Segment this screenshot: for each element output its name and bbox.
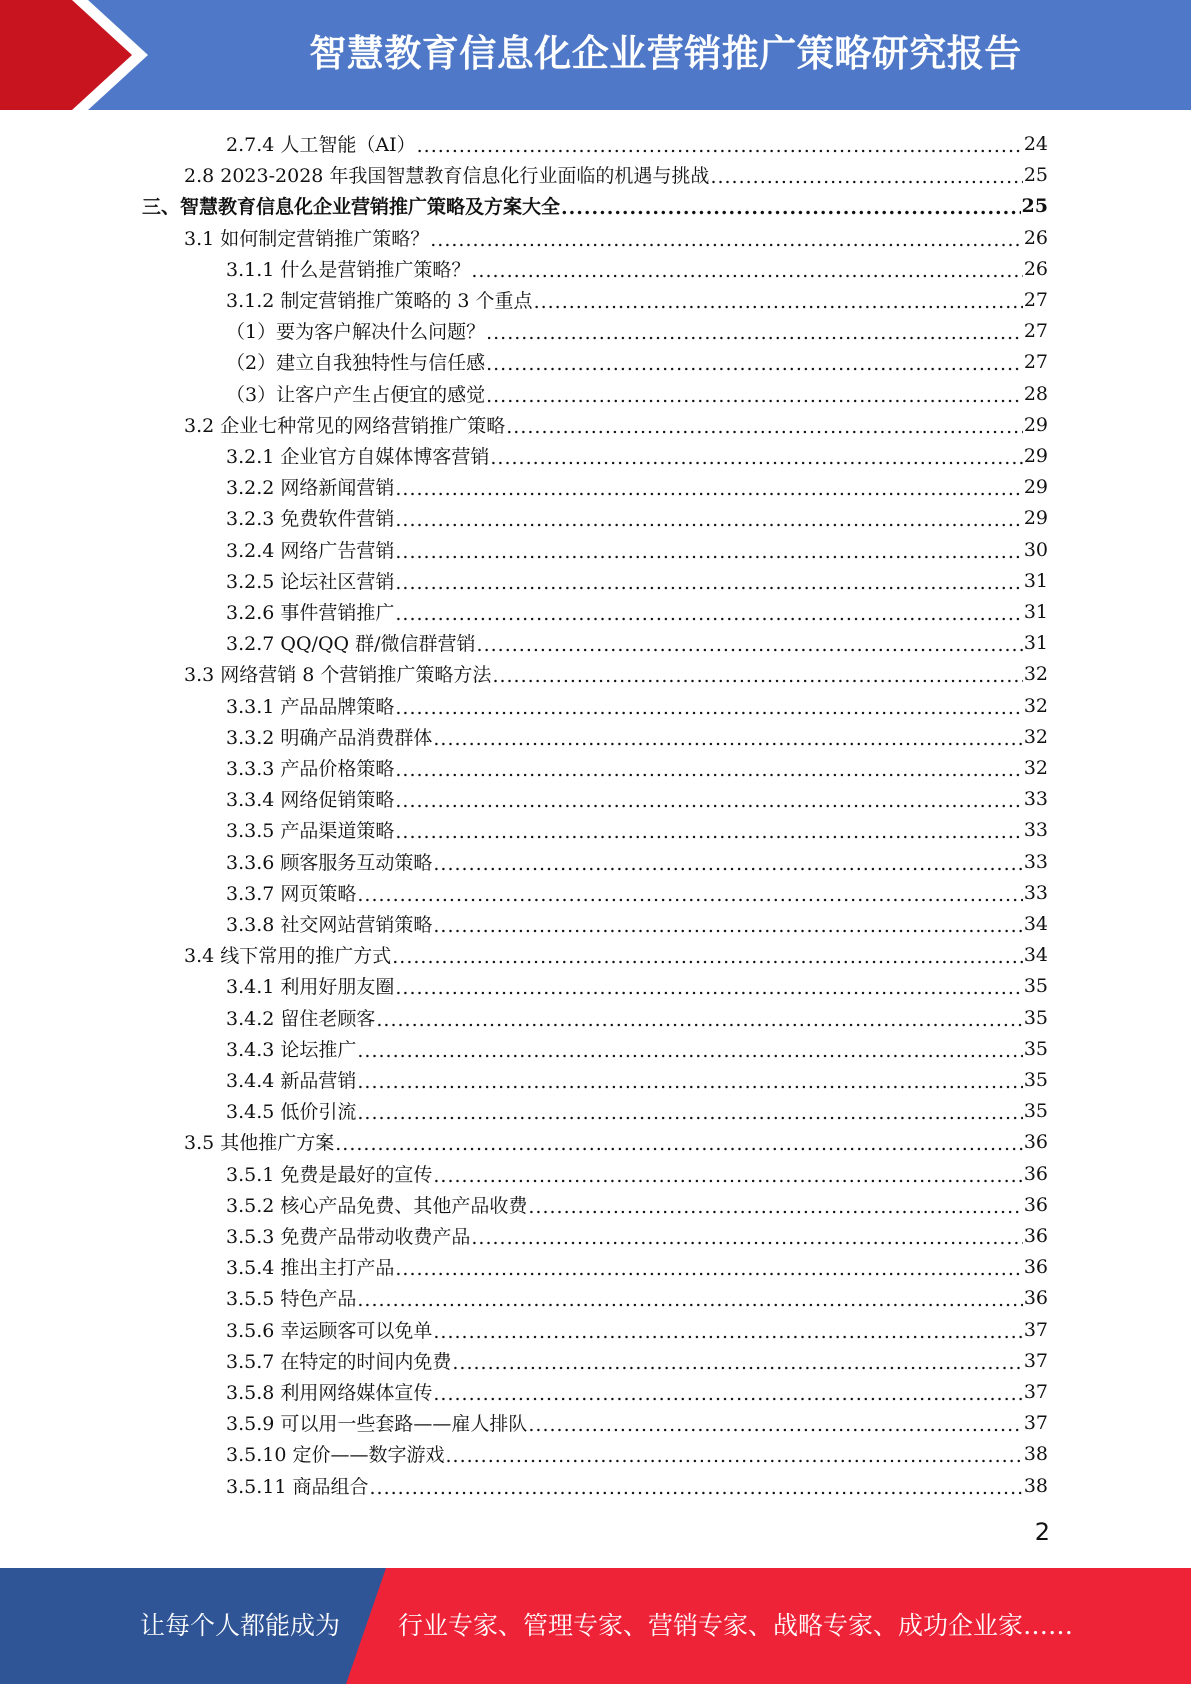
toc-dot-leader <box>395 502 1022 533</box>
toc-entry-title: 3.4.3 论坛推广 <box>226 1039 357 1061</box>
toc-entry[interactable] <box>226 440 1048 471</box>
toc-dot-leader <box>528 1189 1022 1220</box>
toc-entry-title: 3.2.3 免费软件营销 <box>226 508 395 530</box>
toc-entry[interactable] <box>226 1314 1048 1345</box>
toc-dot-leader <box>486 378 1023 409</box>
toc-entry[interactable] <box>226 1095 1048 1126</box>
toc-entry-page: 34 <box>1023 912 1048 935</box>
toc-entry-title: 3.1.2 制定营销推广策略的 3 个重点 <box>226 290 533 312</box>
toc-dot-leader <box>477 627 1023 658</box>
toc-entry-page: 32 <box>1023 725 1048 748</box>
toc-entry[interactable] <box>226 565 1048 596</box>
toc-entry-title: 3.4.4 新品营销 <box>226 1070 357 1092</box>
toc-entry[interactable] <box>226 1033 1048 1064</box>
toc-entry-title: 三、智慧教育信息化企业营销推广策略及方案大全 <box>142 196 561 218</box>
toc-entry-title: 3.3.6 顾客服务互动策略 <box>226 852 433 874</box>
toc-dot-leader <box>490 440 1022 471</box>
toc-entry-page: 25 <box>1023 163 1048 186</box>
page-number: 2 <box>1034 1518 1050 1546</box>
toc-entry-page: 35 <box>1023 1006 1048 1029</box>
toc-entry[interactable] <box>226 690 1048 721</box>
toc-entry[interactable] <box>226 596 1048 627</box>
toc-entry-page: 29 <box>1023 444 1048 467</box>
toc-entry[interactable] <box>226 627 1048 658</box>
toc-dot-leader <box>335 1126 1023 1157</box>
toc-dot-leader <box>433 1376 1022 1407</box>
header-arrow-icon <box>0 0 160 110</box>
toc-entry-title: 3.2.6 事件营销推广 <box>226 602 395 624</box>
toc-dot-leader <box>395 970 1022 1001</box>
toc-entry[interactable] <box>226 1470 1048 1501</box>
toc-entry-page: 27 <box>1023 319 1048 342</box>
toc-entry[interactable] <box>226 253 1048 284</box>
toc-entry-page: 29 <box>1023 413 1048 436</box>
toc-entry-page: 31 <box>1023 569 1048 592</box>
toc-entry-page: 36 <box>1023 1162 1048 1185</box>
toc-dot-leader <box>445 1438 1022 1469</box>
toc-entry[interactable] <box>226 1376 1048 1407</box>
toc-entry[interactable] <box>226 1158 1048 1189</box>
toc-entry-page: 29 <box>1023 506 1048 529</box>
toc-entry[interactable] <box>226 752 1048 783</box>
toc-entry-page: 29 <box>1023 475 1048 498</box>
page-header <box>0 0 1191 110</box>
toc-dot-leader <box>492 658 1022 689</box>
toc-dot-leader <box>395 565 1022 596</box>
toc-entry[interactable] <box>226 783 1048 814</box>
toc-entry-title: 3.4.2 留住老顾客 <box>226 1008 376 1030</box>
toc-entry[interactable] <box>226 284 1048 315</box>
toc-dot-leader <box>486 346 1023 377</box>
toc-dot-leader <box>528 1407 1022 1438</box>
toc-entry-page: 36 <box>1023 1224 1048 1247</box>
toc-entry-page: 34 <box>1023 943 1048 966</box>
toc-dot-leader <box>376 1002 1022 1033</box>
toc-entry-page: 37 <box>1023 1380 1048 1403</box>
toc-entry-title: 3.5.2 核心产品免费、其他产品收费 <box>226 1195 528 1217</box>
toc-entry-title: 3.5.3 免费产品带动收费产品 <box>226 1226 471 1248</box>
toc-dot-leader <box>395 783 1022 814</box>
toc-dot-leader <box>395 752 1022 783</box>
toc-entry-page: 24 <box>1023 132 1048 155</box>
toc-dot-leader <box>506 409 1023 440</box>
toc-entry[interactable] <box>226 346 1048 377</box>
toc-dot-leader <box>392 939 1023 970</box>
toc-dot-leader <box>710 159 1022 190</box>
toc-dot-leader <box>471 1220 1022 1251</box>
toc-dot-leader <box>395 534 1022 565</box>
toc-entry-title: （3）让客户产生占便宜的感觉 <box>226 384 486 406</box>
toc-entry[interactable] <box>226 128 1048 159</box>
toc-entry[interactable] <box>226 814 1048 845</box>
report-title: 智慧教育信息化企业营销推广策略研究报告 <box>309 32 1022 75</box>
toc-entry-title: 3.5 其他推广方案 <box>184 1132 335 1154</box>
toc-entry[interactable] <box>226 877 1048 908</box>
toc-entry-page: 26 <box>1023 226 1048 249</box>
toc-entry[interactable] <box>184 1126 1048 1157</box>
toc-entry-page: 27 <box>1023 350 1048 373</box>
toc-entry-page: 31 <box>1023 631 1048 654</box>
toc-dot-leader <box>561 190 1021 221</box>
toc-entry[interactable] <box>226 1438 1048 1469</box>
toc-entry[interactable] <box>184 222 1048 253</box>
toc-entry-title: 3.5.8 利用网络媒体宣传 <box>226 1382 433 1404</box>
toc-dot-leader <box>433 1314 1022 1345</box>
toc-entry-title: 3.3.7 网页策略 <box>226 883 357 905</box>
toc-entry[interactable] <box>226 1251 1048 1282</box>
toc-entry[interactable] <box>184 658 1048 689</box>
toc-entry-title: 3.5.11 商品组合 <box>226 1476 369 1498</box>
toc-entry-page: 31 <box>1023 600 1048 623</box>
toc-entry-page: 33 <box>1023 787 1048 810</box>
toc-entry[interactable] <box>226 1064 1048 1095</box>
toc-dot-leader <box>433 721 1022 752</box>
toc-entry-title: 3.4 线下常用的推广方式 <box>184 945 392 967</box>
toc-dot-leader <box>357 1064 1022 1095</box>
toc-entry-page: 37 <box>1023 1411 1048 1434</box>
toc-entry-title: （1）要为客户解决什么问题？ <box>226 321 486 343</box>
toc-entry-page: 33 <box>1023 818 1048 841</box>
toc-entry-page: 35 <box>1023 1068 1048 1091</box>
toc-entry-title: 3.3 网络营销 8 个营销推广策略方法 <box>184 664 492 686</box>
toc-entry-title: 3.3.4 网络促销策略 <box>226 789 395 811</box>
toc-entry[interactable] <box>226 1345 1048 1376</box>
toc-entry-title: 3.3.8 社交网站营销策略 <box>226 914 433 936</box>
toc-entry-title: 3.2.7 QQ/QQ 群/微信群营销 <box>226 633 476 655</box>
toc-dot-leader <box>430 222 1023 253</box>
toc-entry-title: 3.4.5 低价引流 <box>226 1101 357 1123</box>
toc-entry[interactable] <box>226 908 1048 939</box>
toc-entry[interactable] <box>226 534 1048 565</box>
toc-entry-title: 3.5.5 特色产品 <box>226 1288 357 1310</box>
toc-entry-title: 3.5.4 推出主打产品 <box>226 1257 395 1279</box>
toc-entry[interactable] <box>226 1189 1048 1220</box>
toc-entry-title: 3.3.2 明确产品消费群体 <box>226 727 433 749</box>
toc-entry-title: 3.2.4 网络广告营销 <box>226 540 395 562</box>
toc-dot-leader <box>395 471 1022 502</box>
toc-entry-title: 3.2.5 论坛社区营销 <box>226 571 395 593</box>
toc-entry-page: 38 <box>1023 1442 1048 1465</box>
toc-entry-title: 3.1.1 什么是营销推广策略？ <box>226 259 471 281</box>
toc-entry-title: 3.2.2 网络新闻营销 <box>226 477 395 499</box>
toc-entry-page: 32 <box>1023 694 1048 717</box>
toc-entry-title: （2）建立自我独特性与信任感 <box>226 352 486 374</box>
toc-entry-page: 35 <box>1023 974 1048 997</box>
toc-entry-page: 28 <box>1023 382 1048 405</box>
toc-entry-title: 3.5.7 在特定的时间内免费 <box>226 1351 452 1373</box>
toc-entry-page: 36 <box>1023 1286 1048 1309</box>
toc-dot-leader <box>395 814 1022 845</box>
toc-entry-page: 33 <box>1023 881 1048 904</box>
toc-entry-title: 3.2.1 企业官方自媒体博客营销 <box>226 446 490 468</box>
toc-entry-page: 36 <box>1023 1193 1048 1216</box>
footer-slogan-left: 让每个人都能成为 <box>140 1611 341 1640</box>
toc-dot-leader <box>486 315 1023 346</box>
toc-dot-leader <box>395 596 1022 627</box>
toc-entry[interactable] <box>226 721 1048 752</box>
toc-entry[interactable] <box>184 409 1048 440</box>
toc-entry[interactable] <box>226 315 1048 346</box>
toc-entry-title: 3.2 企业七种常见的网络营销推广策略 <box>184 415 506 437</box>
toc-entry-title: 3.3.3 产品价格策略 <box>226 758 395 780</box>
toc-entry[interactable] <box>226 1407 1048 1438</box>
toc-entry-page: 35 <box>1023 1037 1048 1060</box>
toc-dot-leader <box>452 1345 1022 1376</box>
toc-entry-title: 3.5.9 可以用一些套路——雇人排队 <box>226 1413 528 1435</box>
toc-entry-title: 3.5.1 免费是最好的宣传 <box>226 1164 433 1186</box>
toc-entry[interactable] <box>226 502 1048 533</box>
toc-dot-leader <box>395 690 1022 721</box>
toc-entry-title: 3.3.1 产品品牌策略 <box>226 696 395 718</box>
toc-dot-leader <box>395 1251 1022 1282</box>
toc-entry-title: 3.1 如何制定营销推广策略？ <box>184 228 430 250</box>
toc-entry[interactable] <box>226 1282 1048 1313</box>
toc-entry-title: 2.7.4 人工智能（AI） <box>226 134 416 156</box>
toc-entry[interactable] <box>184 159 1048 190</box>
toc-entry[interactable] <box>226 378 1048 409</box>
toc-entry-page: 27 <box>1023 288 1048 311</box>
toc-entry-title: 3.5.10 定价——数字游戏 <box>226 1444 445 1466</box>
toc-entry[interactable] <box>142 190 1048 221</box>
toc-dot-leader <box>357 1033 1022 1064</box>
toc-dot-leader <box>357 1095 1022 1126</box>
toc-entry[interactable] <box>226 846 1048 877</box>
toc-entry-page: 37 <box>1023 1349 1048 1372</box>
toc-entry-title: 2.8 2023-2028 年我国智慧教育信息化行业面临的机遇与挑战 <box>184 165 710 187</box>
toc-entry-page: 33 <box>1023 850 1048 873</box>
toc-dot-leader <box>471 253 1022 284</box>
toc-entry-page: 30 <box>1023 538 1048 561</box>
toc-dot-leader <box>357 1282 1022 1313</box>
toc-dot-leader <box>369 1470 1022 1501</box>
toc-dot-leader <box>433 846 1022 877</box>
toc-entry-page: 35 <box>1023 1099 1048 1122</box>
toc-entry-title: 3.5.6 幸运顾客可以免单 <box>226 1320 433 1342</box>
toc-entry-page: 25 <box>1021 194 1048 217</box>
toc-entry-title: 3.4.1 利用好朋友圈 <box>226 976 395 998</box>
toc-entry-title: 3.3.5 产品渠道策略 <box>226 820 395 842</box>
toc-entry[interactable] <box>184 939 1048 970</box>
toc-entry-page: 36 <box>1023 1255 1048 1278</box>
toc-entry[interactable] <box>226 471 1048 502</box>
toc-entry-page: 38 <box>1023 1474 1048 1497</box>
toc-entry[interactable] <box>226 1220 1048 1251</box>
toc-dot-leader <box>433 908 1022 939</box>
footer-slogan-right: 行业专家、管理专家、营销专家、战略专家、成功企业家…… <box>398 1611 1074 1640</box>
toc-dot-leader <box>534 284 1023 315</box>
toc-entry-page: 26 <box>1023 257 1048 280</box>
toc-entry-page: 32 <box>1023 756 1048 779</box>
toc-dot-leader <box>357 877 1022 908</box>
toc-dot-leader <box>417 128 1023 159</box>
toc-entry[interactable] <box>226 1002 1048 1033</box>
toc-entry-page: 32 <box>1023 662 1048 685</box>
page-footer <box>0 1568 1191 1684</box>
toc-entry[interactable] <box>226 970 1048 1001</box>
toc-entry-page: 37 <box>1023 1318 1048 1341</box>
toc-entry-page: 36 <box>1023 1130 1048 1153</box>
toc-dot-leader <box>433 1158 1022 1189</box>
